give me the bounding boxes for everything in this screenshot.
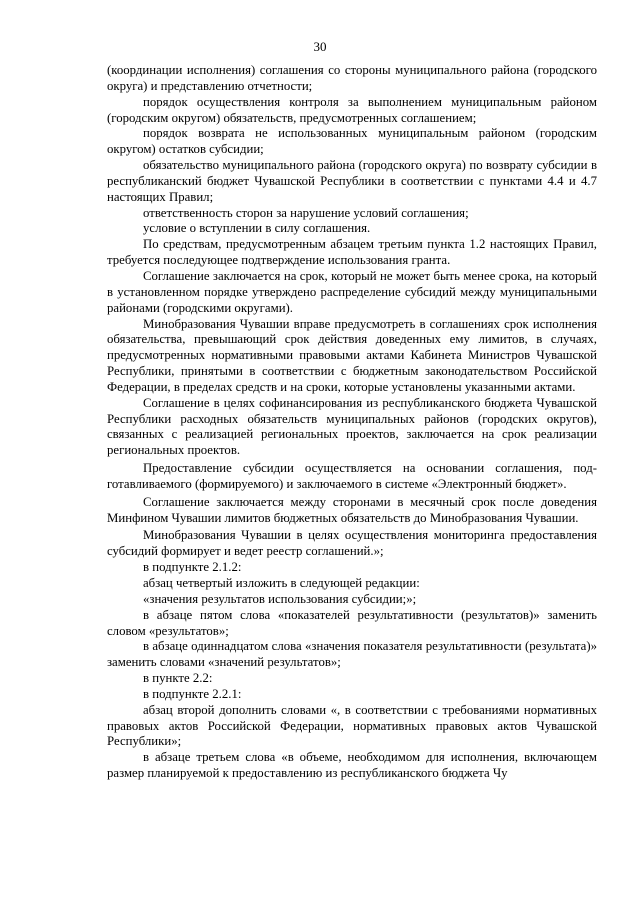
paragraph: в абзаце третьем слова «в объеме, необходимом для исполнения, включающем размер планируемой к предоставлению из республиканского бюджета Чу xyxy=(107,750,597,781)
paragraph: в абзаце пятом слова «показателей результативности (результатов)» заменить словом «результатов»; xyxy=(107,607,597,638)
document-body xyxy=(107,63,597,782)
paragraph: Соглашение в целях софинансирования из республиканского бюджета Чувашской Республики расходных обязательств муниципальных районов (городских округов), связанных с реализацией региональных проектов, заключается на срок реализации региональных проектов. xyxy=(107,395,597,458)
paragraph: ответственность сторон за нарушение условий соглашения; xyxy=(143,205,469,220)
paragraph: в подпункте 2.2.1: xyxy=(143,686,242,701)
paragraph: «значения результатов использования субсидии;»; xyxy=(143,591,417,606)
paragraph: Минобразования Чувашии вправе предусмотреть в соглашениях срок исполнения обязательства, превышающий срок действия доведенных ему лимитов, в случаях, предусмотренных нормативными правовыми актами Кабинета Министров Чувашской Республики, принятыми в соответствии с бюджетным законодательством Российской Федерации, в пределах средств и на сроки, которые установлены указанными актами. xyxy=(107,316,597,394)
paragraph: абзац четвертый изложить в следующей редакции: xyxy=(143,576,420,590)
paragraph: Соглашение заключается между сторонами в месячный срок после доведения Минфином Чувашии лимитов бюджетных обязательств до Минобразования Чувашии. xyxy=(107,494,597,525)
paragraph: Минобразования Чувашии в целях осуществления мониторинга предоставления субсидий формирует и ведет реестр соглашений.»; xyxy=(107,528,597,559)
paragraph: порядок осуществления контроля за выполнением муниципальным районом (городским округом) обязательств, предусмотренных соглашением; xyxy=(107,94,597,125)
paragraph: Предоставление субсидии осуществляется на основании соглашения, подготавливаемого (формируемого) и заключаемого в системе «Электронный бюджет». xyxy=(107,461,597,491)
paragraph: в пункте 2.2: xyxy=(143,671,213,686)
paragraph: абзац второй дополнить словами «, в соответствии с требованиями нормативных правовых актов Российской Федерации, нормативных правовых актов Чувашской Республики»; xyxy=(107,702,597,749)
paragraph: в абзаце одиннадцатом слова «значения показателя результативности (результата)» заменить словами «значений результатов»; xyxy=(107,639,597,670)
paragraph: Соглашение заключается на срок, который не может быть менее срока, на который в установленном порядке утверждено распределение субсидий между муниципальными районами (городскими округами). xyxy=(107,268,597,315)
paragraph: в подпункте 2.1.2: xyxy=(143,560,242,575)
paragraph: обязательство муниципального района (городского округа) по возврату субсидии в республиканский бюджет Чувашской Республики в соответствии с пунктами 4.4 и 4.7 настоящих Правил; xyxy=(107,158,597,204)
paragraph: (координации исполнения) соглашения со стороны муниципального района (городского округа) и представлению отчетности; xyxy=(107,63,597,93)
paragraph: порядок возврата не использованных муниципальным районом (городским округом) остатков субсидии; xyxy=(107,126,597,157)
paragraph: По средствам, предусмотренным абзацем третьим пункта 1.2 настоящих Правил, требуется последующее подтверждение использования гранта. xyxy=(107,237,597,268)
paragraph: условие о вступлении в силу соглашения. xyxy=(143,221,371,236)
page-number: 30 xyxy=(313,39,327,54)
